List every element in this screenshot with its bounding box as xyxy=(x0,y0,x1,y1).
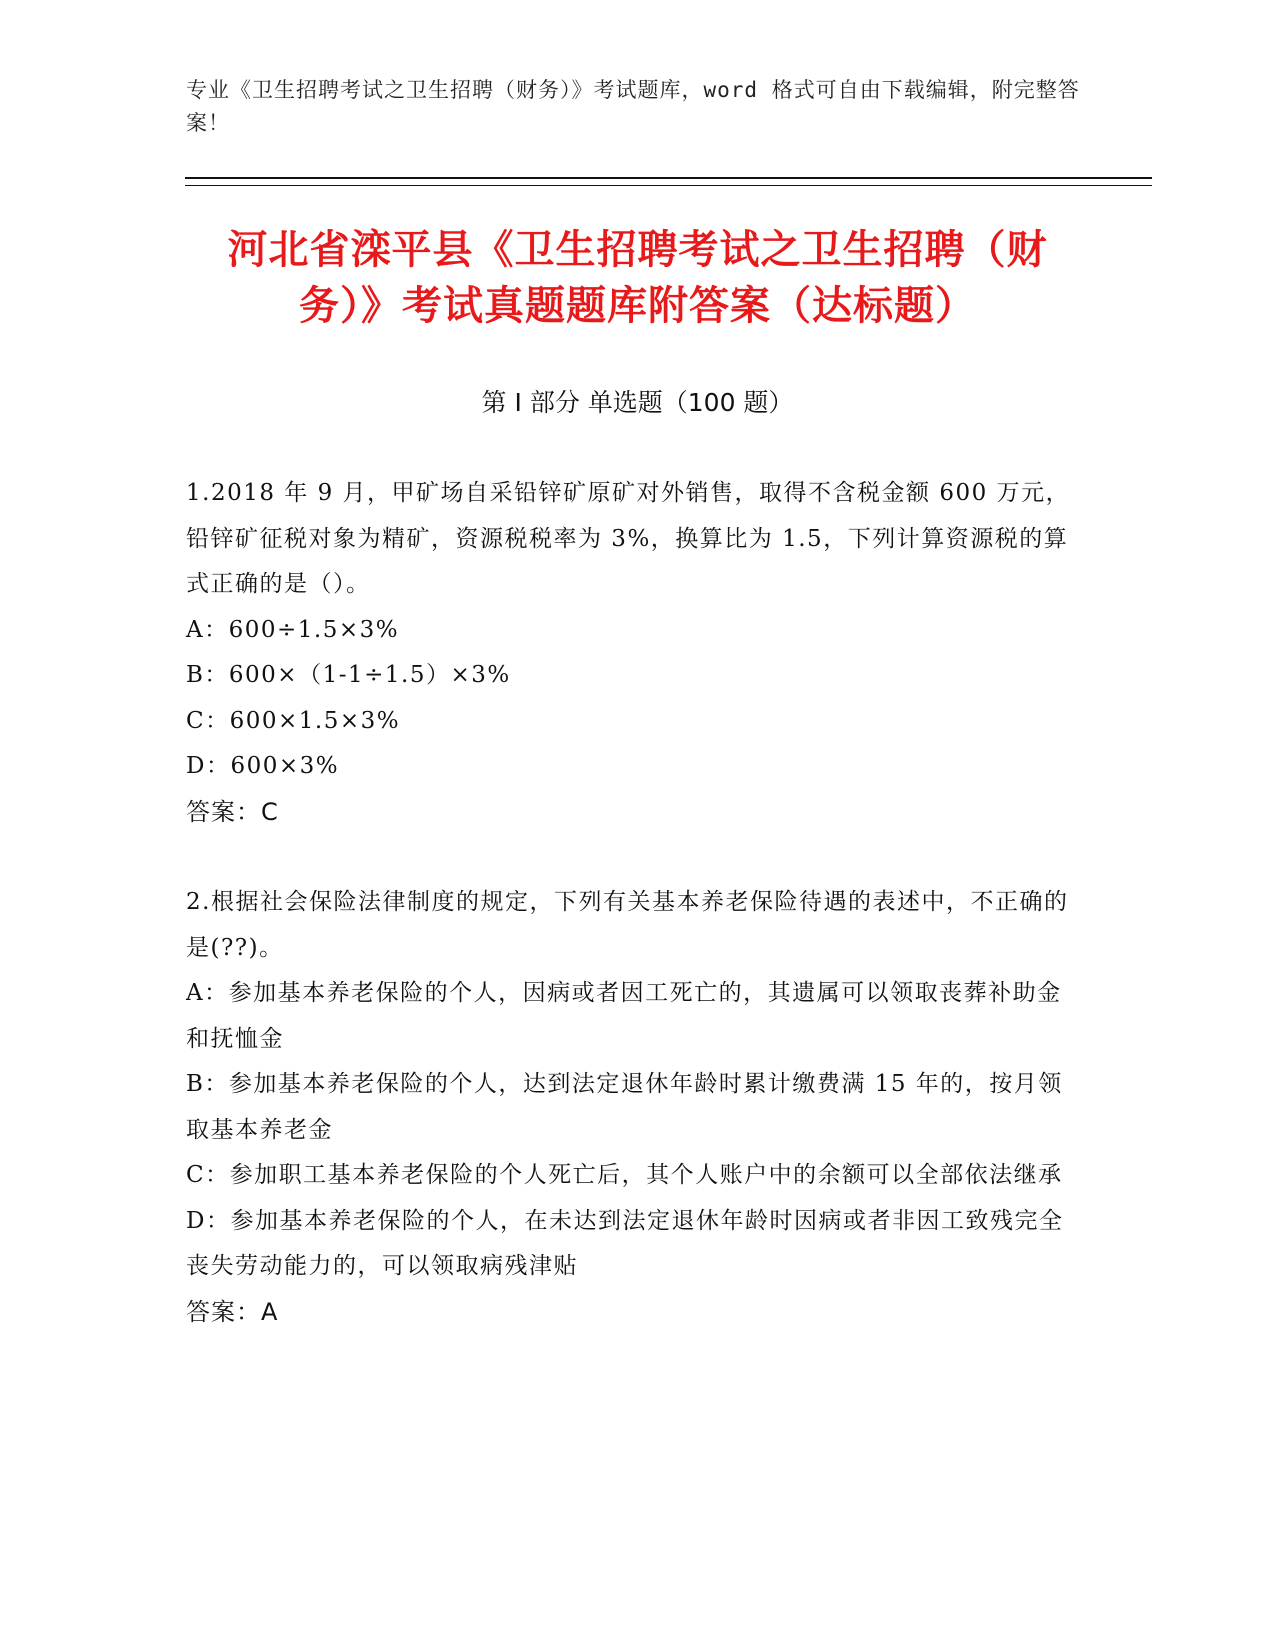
question-2 xyxy=(186,880,1081,1335)
option-a: A：600÷1.5×3% xyxy=(186,616,400,643)
section-heading: 第 I 部分 单选题（100 题） xyxy=(481,388,794,417)
question-1 xyxy=(186,471,1081,835)
document-title: 河北省滦平县《卫生招聘考试之卫生招聘（财务）》考试真题题库附答案（达标题） xyxy=(227,227,1048,329)
header-divider-thick xyxy=(185,177,1152,179)
question-stem: 1.2018 年 9 月，甲矿场自采铅锌矿原矿对外销售，取得不含税金额 600 万元，铅锌矿征税对象为精矿，资源税税率为 3%，换算比为 1.5，下列计算资源税的算式正确的是（）。 xyxy=(186,480,1071,597)
option-c: C：600×1.5×3% xyxy=(186,707,401,734)
option-c: C：参加职工基本养老保险的个人死亡后，其个人账户中的余额可以全部依法继承 xyxy=(186,1162,1063,1188)
option-a: A：参加基本养老保险的个人，因病或者因工死亡的，其遗属可以领取丧葬补助金和抚恤金 xyxy=(186,980,1062,1052)
option-b: B：参加基本养老保险的个人，达到法定退休年龄时累计缴费满 15 年的，按月领取基本养老金 xyxy=(186,1071,1063,1143)
header-divider-thin xyxy=(185,185,1152,186)
option-b: B：600×（1-1÷1.5）×3% xyxy=(186,662,511,688)
answer-line: 答案：C xyxy=(186,797,279,826)
option-d: D：参加基本养老保险的个人，在未达到法定退休年龄时因病或者非因工致残完全丧失劳动能力的，可以领取病残津贴 xyxy=(186,1207,1064,1279)
header-note: 专业《卫生招聘考试之卫生招聘（财务）》考试题库，word 格式可自由下载编辑，附完整答案！ xyxy=(186,78,1080,135)
question-stem: 2.根据社会保险法律制度的规定，下列有关基本养老保险待遇的表述中，不正确的是(??)。 xyxy=(186,889,1069,961)
answer-line: 答案：A xyxy=(186,1297,279,1326)
option-d: D：600×3% xyxy=(186,753,340,779)
